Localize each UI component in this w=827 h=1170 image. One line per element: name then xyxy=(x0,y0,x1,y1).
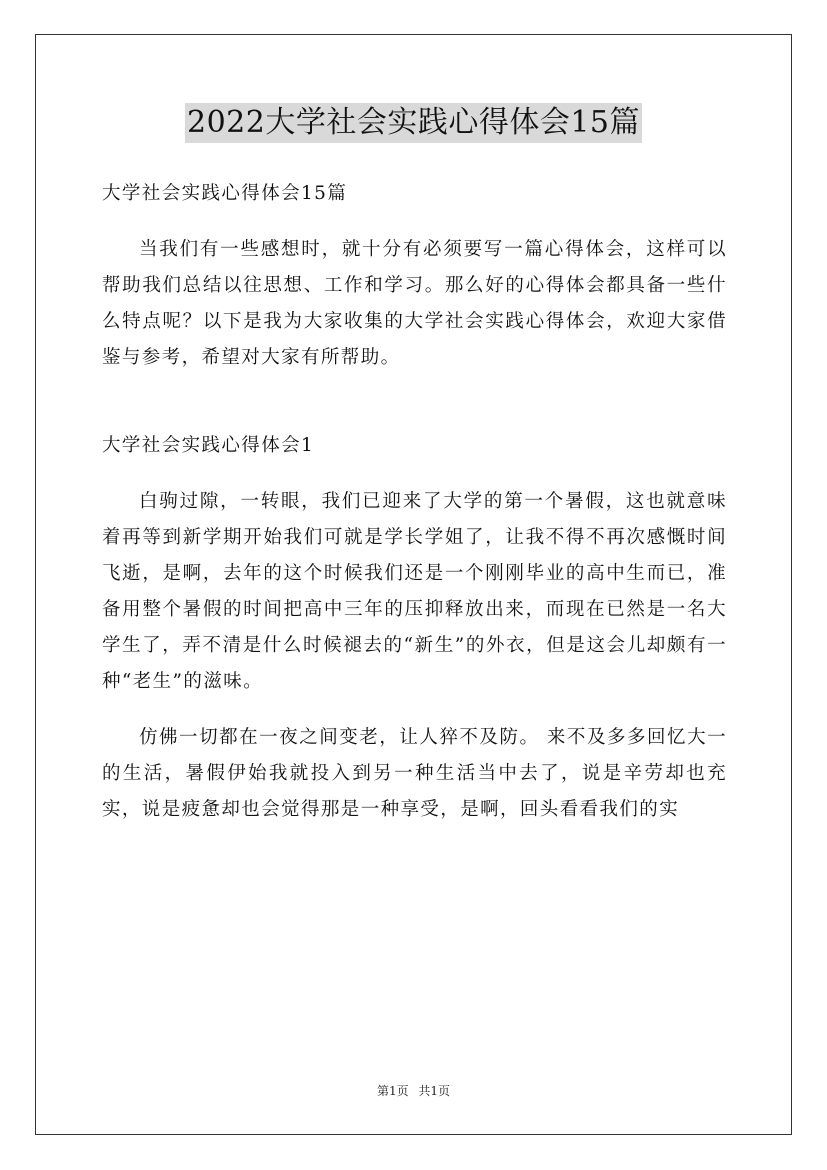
page-footer xyxy=(0,1082,827,1100)
intro-paragraph: 当我们有一些感想时，就十分有必须要写一篇心得体会，这样可以帮助我们总结以往思想、工作和学习。那么好的心得体会都具备一些什么特点呢？以下是我为大家收集的大学社会实践心得体会，欢迎大家借鉴与参考，希望对大家有所帮助。 xyxy=(102,239,727,368)
body-paragraph: 仿佛一切都在一夜之间变老，让人猝不及防。 来不及多多回忆大一的生活，暑假伊始我就投入到另一种生活当中去了，说是辛劳却也充实，说是疲惫却也会觉得那是一种享受，是啊，回头看看我们的实 xyxy=(102,727,727,820)
section-heading: 大学社会实践心得体会1 xyxy=(102,435,315,456)
document-subtitle: 大学社会实践心得体会15篇 xyxy=(102,183,348,204)
title-container xyxy=(0,103,827,143)
document-body xyxy=(102,176,727,828)
body-paragraph: 白驹过隙，一转眼，我们已迎来了大学的第一个暑假，这也就意味着再等到新学期开始我们可就是学长学姐了，让我不得不再次感慨时间飞逝，是啊，去年的这个时候我们还是一个刚刚毕业的高中生而已，准备用整个暑假的时间把高中三年的压抑释放出来，而现在已然是一名大学生了，弄不清是什么时候褪去的“新生”的外衣，但是这会儿却颇有一种“老生”的滋味。 xyxy=(102,491,727,692)
page-total: 共1页 xyxy=(418,1084,451,1098)
document-title: 2022大学社会实践心得体会15篇 xyxy=(185,103,642,143)
page-number: 第1页 xyxy=(376,1084,409,1098)
